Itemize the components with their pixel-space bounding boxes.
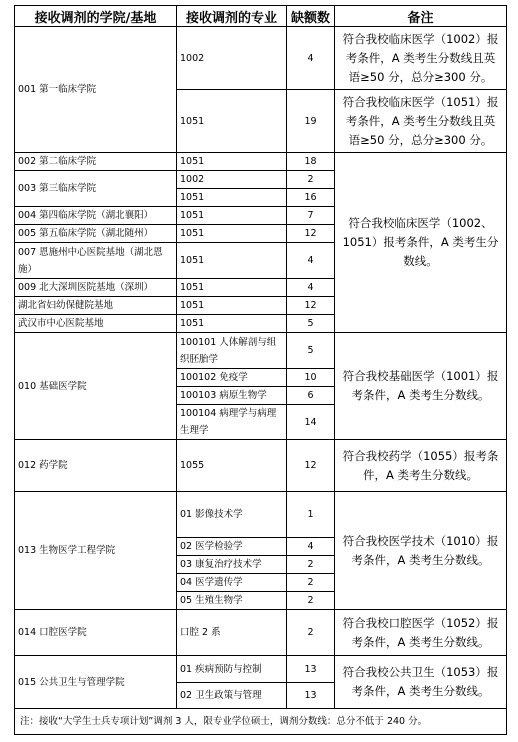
cell-vacancy: 5	[287, 333, 335, 369]
cell-college: 武汉市中心医院基地	[15, 315, 177, 333]
cell-major: 1051	[177, 225, 287, 243]
cell-remark: 符合我校临床医学（1002）报考条件，A 类考生分数线且英语≥50 分，总分≥300 分。	[335, 27, 507, 90]
footnote-row	[15, 709, 507, 735]
table-container	[14, 5, 506, 735]
cell-vacancy: 4	[287, 243, 335, 279]
cell-remark: 符合我校基础医学（1001）报考条件，A 类考生分数线。	[335, 333, 507, 440]
cell-vacancy: 4	[287, 279, 335, 297]
cell-college: 015 公共卫生与管理学院	[15, 656, 177, 709]
cell-vacancy: 18	[287, 153, 335, 171]
cell-vacancy: 14	[287, 405, 335, 440]
cell-vacancy: 13	[287, 656, 335, 683]
cell-college: 009 北大深圳医院基地（深圳）	[15, 279, 177, 297]
adjustment-table	[14, 5, 507, 735]
header-major: 接收调剂的专业	[177, 6, 287, 27]
cell-major: 04 医学遗传学	[177, 574, 287, 592]
cell-major: 100103 病原生物学	[177, 387, 287, 405]
cell-major: 1051	[177, 189, 287, 207]
cell-college: 014 口腔医学院	[15, 610, 177, 656]
cell-vacancy: 16	[287, 189, 335, 207]
cell-vacancy: 1	[287, 492, 335, 538]
cell-major: 1002	[177, 27, 287, 90]
table-row	[15, 492, 507, 538]
cell-major: 1051	[177, 90, 287, 153]
table-row	[15, 153, 507, 171]
cell-major: 03 康复治疗技术学	[177, 556, 287, 574]
cell-major: 02 卫生政策与管理	[177, 683, 287, 709]
cell-college: 007 恩施州中心医院基地（湖北恩施）	[15, 243, 177, 279]
cell-major: 02 医学检验学	[177, 538, 287, 556]
cell-remark: 符合我校临床医学（1051）报考条件，A 类考生分数线且英语≥50 分，总分≥300 分。	[335, 90, 507, 153]
cell-remark: 符合我校临床医学（1002、1051）报考条件，A 类考生分数线。	[335, 153, 507, 333]
cell-college: 012 药学院	[15, 440, 177, 492]
cell-major: 口腔 2 系	[177, 610, 287, 656]
cell-major: 1051	[177, 243, 287, 279]
header-college: 接收调剂的学院/基地	[15, 6, 177, 27]
cell-remark: 符合我校公共卫生（1053）报考条件，A 类考生分数线。	[335, 656, 507, 709]
cell-college: 005 第五临床学院（湖北随州）	[15, 225, 177, 243]
cell-major: 1002	[177, 171, 287, 189]
cell-vacancy: 2	[287, 574, 335, 592]
cell-college: 003 第三临床学院	[15, 171, 177, 207]
cell-vacancy: 12	[287, 440, 335, 492]
cell-college: 湖北省妇幼保健院基地	[15, 297, 177, 315]
cell-major: 01 影像技术学	[177, 492, 287, 538]
cell-vacancy: 6	[287, 387, 335, 405]
cell-vacancy: 4	[287, 27, 335, 90]
table-row	[15, 610, 507, 656]
cell-vacancy: 12	[287, 297, 335, 315]
cell-vacancy: 2	[287, 610, 335, 656]
cell-remark: 符合我校医学技术（1010）报考条件，A 类考生分数线。	[335, 492, 507, 610]
cell-major: 05 生殖生物学	[177, 592, 287, 610]
cell-vacancy: 5	[287, 315, 335, 333]
cell-college: 001 第一临床学院	[15, 27, 177, 153]
table-row	[15, 27, 507, 90]
footnote: 注：接收“大学生士兵专项计划”调剂 3 人，限专业学位硕士，调剂分数线：总分不低于 240 分。	[15, 709, 507, 735]
cell-major: 100101 人体解剖与组织胚胎学	[177, 333, 287, 369]
cell-major: 1051	[177, 279, 287, 297]
cell-vacancy: 12	[287, 225, 335, 243]
cell-major: 100102 免疫学	[177, 369, 287, 387]
cell-college: 002 第二临床学院	[15, 153, 177, 171]
cell-vacancy: 2	[287, 171, 335, 189]
header-remark: 备注	[335, 6, 507, 27]
table-row	[15, 656, 507, 683]
cell-vacancy: 13	[287, 683, 335, 709]
cell-vacancy: 7	[287, 207, 335, 225]
table-row	[15, 333, 507, 369]
cell-major: 1051	[177, 297, 287, 315]
cell-vacancy: 2	[287, 556, 335, 574]
cell-vacancy: 2	[287, 592, 335, 610]
table-header-row	[15, 6, 507, 27]
cell-vacancy: 4	[287, 538, 335, 556]
cell-major: 100104 病理学与病理生理学	[177, 405, 287, 440]
header-vacancy: 缺额数	[287, 6, 335, 27]
cell-college: 004 第四临床学院（湖北襄阳）	[15, 207, 177, 225]
cell-vacancy: 10	[287, 369, 335, 387]
cell-major: 01 疾病预防与控制	[177, 656, 287, 683]
cell-major: 1051	[177, 315, 287, 333]
cell-college: 013 生物医学工程学院	[15, 492, 177, 610]
table-row	[15, 440, 507, 492]
cell-vacancy: 19	[287, 90, 335, 153]
cell-major: 1055	[177, 440, 287, 492]
cell-major: 1051	[177, 207, 287, 225]
cell-major: 1051	[177, 153, 287, 171]
cell-remark: 符合我校药学（1055）报考条件，A 类考生分数线。	[335, 440, 507, 492]
cell-college: 010 基础医学院	[15, 333, 177, 440]
cell-remark: 符合我校口腔医学（1052）报考条件，A 类考生分数线。	[335, 610, 507, 656]
